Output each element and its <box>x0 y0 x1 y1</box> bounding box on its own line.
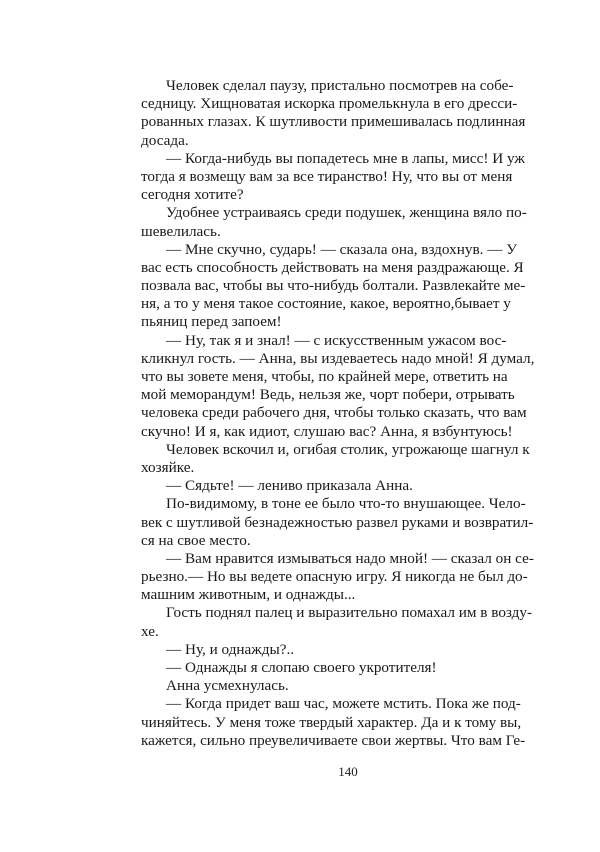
text-line: — Вам нравится измываться надо мной! — сказал он се- <box>166 549 534 567</box>
text-line: чиняйтесь. У меня тоже твердый характер. Да и к тому вы, <box>141 713 522 731</box>
text-line: хозяйке. <box>141 458 195 476</box>
page-number: 140 <box>338 764 358 779</box>
text-line: шевелилась. <box>141 222 221 240</box>
text-line: — Однажды я слопаю своего укротителя! <box>166 659 437 676</box>
text-line: ся на свое место. <box>141 531 251 549</box>
text-line: Человек вскочил и, огибая столик, угрожающе шагнул к <box>166 440 530 458</box>
text-line: — Ну, так я и знал! — с искусственным ужасом вос- <box>166 331 507 349</box>
body-text <box>141 77 535 750</box>
text-line: пьяниц перед запоем! <box>141 313 282 331</box>
text-line: человека среди рабочего дня, чтобы только сказать, что вам <box>141 404 527 422</box>
text-line: хе. <box>141 622 159 640</box>
text-line: — Когда придет ваш час, можете мстить. Пока же под- <box>166 695 521 713</box>
text-line: что вы зовете меня, чтобы, по крайней мере, ответить на <box>141 368 508 385</box>
text-line: машним животным, и однажды... <box>141 586 356 604</box>
text-line: кажется, сильно преувеличиваете свои жертвы. Что вам Ге- <box>141 731 526 749</box>
text-line: — Когда-нибудь вы попадетесь мне в лапы, мисс! И уж <box>166 149 525 167</box>
text-line: седницу. Хищноватая искорка промелькнула в его дресси- <box>141 95 518 113</box>
text-line: Анна усмехнулась. <box>166 677 289 695</box>
text-line: Человек сделал паузу, пристально посмотрев на собе- <box>166 77 514 94</box>
text-line: Гость поднял палец и выразительно помахал им в возду- <box>166 604 533 622</box>
text-line: — Ну, и однажды?.. <box>166 640 295 658</box>
text-line: досада. <box>141 131 189 149</box>
text-line: кликнул гость. — Анна, вы издеваетесь надо мной! Я думал, <box>141 349 535 367</box>
text-line: Удобнее устраиваясь среди подушек, женщина вяло по- <box>166 204 527 222</box>
text-line: сегодня хотите? <box>141 186 244 204</box>
text-line: позвала вас, чтобы вы что-нибудь болтали. Развлекайте ме- <box>141 277 526 295</box>
text-line: ня, а то у меня такое состояние, какое, вероятно,бывает у <box>141 295 511 313</box>
text-line: — Сядьте! — лениво приказала Анна. <box>166 477 413 495</box>
text-line: — Мне скучно, сударь! — сказала она, вздохнув. — У <box>166 240 517 258</box>
text-line: тогда я возмещу вам за все тиранство! Ну, что вы от меня <box>141 167 513 185</box>
text-line: рьезно.— Но вы ведете опасную игру. Я никогда не был до- <box>141 568 528 586</box>
text-line: скучно! И я, как идиот, слушаю вас? Анна, я взбунтуюсь! <box>141 422 513 440</box>
text-line: рованных глазах. К шутливости примешивалась подлинная <box>141 113 526 131</box>
text-line: век с шутливой безнадежностью развел руками и возвратил- <box>141 513 534 531</box>
text-line: мой меморандум! Ведь, нельзя же, чорт побери, отрывать <box>141 386 515 404</box>
text-line: вас есть способность действовать на меня раздражающе. Я <box>141 258 524 276</box>
text-line: По-видимому, в тоне ее было что-то внушающее. Чело- <box>166 495 526 513</box>
